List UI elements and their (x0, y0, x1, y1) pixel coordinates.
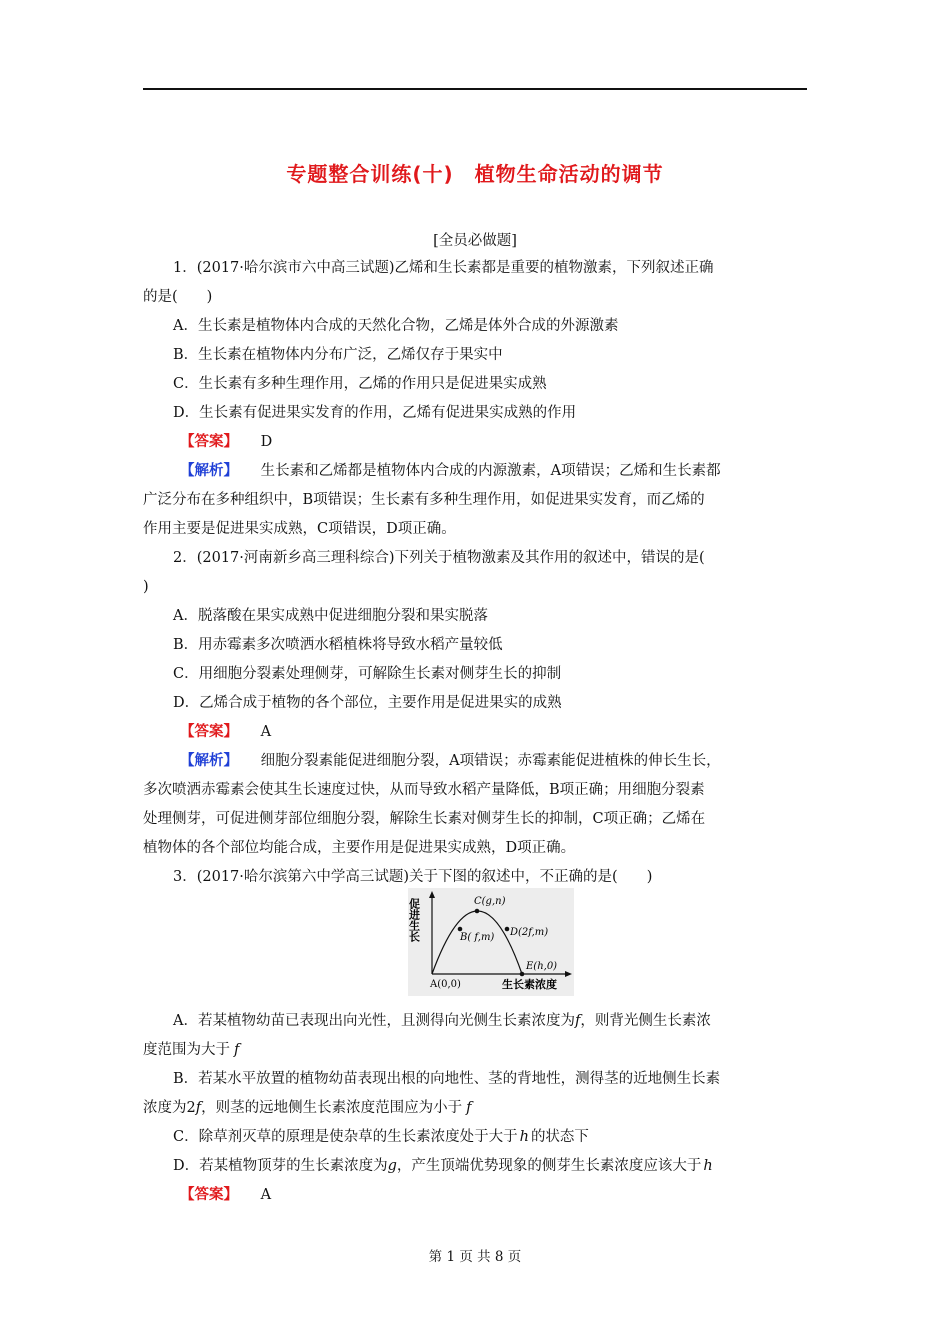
q3-option-d-var-2: h (703, 1158, 713, 1174)
y-axis-arrow (429, 891, 435, 898)
q2-option-c: C．用细胞分裂素处理侧芽，可解除生长素对侧芽生长的抑制 (173, 666, 562, 682)
q1-option-c: C．生长素有多种生理作用，乙烯的作用只是促进果实成熟 (173, 376, 547, 392)
x-axis-label: 生长素浓度 (502, 978, 557, 991)
q3-option-a-text-2: 度范围为大于 (143, 1042, 230, 1058)
q3-option-c-text: C．除草剂灭草的原理是使杂草的生长素浓度处于大于 (173, 1129, 518, 1145)
answer-tag: 【答案】 (180, 724, 238, 740)
auxin-curve-svg (408, 888, 574, 996)
q3-option-a-text-1-end: ，则背光侧生长素浓 (580, 1013, 711, 1029)
q2-stem-line-1: 2．(2017·河南新乡高三理科综合)下列关于植物激素及其作用的叙述中，错误的是( (173, 550, 705, 566)
page-footer: 第 1 页 共 8 页 (428, 1249, 522, 1265)
q1-stem-line-1: 1．(2017·哈尔滨市六中高三试题)乙烯和生长素都是重要的植物激素，下列叙述正确 (173, 260, 714, 276)
q3-option-a-line-2 (143, 1040, 239, 1060)
q1-option-a: A．生长素是植物体内合成的天然化合物，乙烯是体外合成的外源激素 (173, 318, 619, 334)
q2-option-d: D．乙烯合成于植物的各个部位，主要作用是促进果实的成熟 (173, 695, 562, 711)
point-c-label: C(g,n) (474, 896, 506, 907)
q3-answer-value: A (260, 1187, 272, 1203)
q2-option-a: A．脱落酸在果实成熟中促进细胞分裂和果实脱落 (173, 608, 488, 624)
q3-option-b-line-1: B．若某水平放置的植物幼苗表现出根的向地性、茎的背地性，测得茎的近地侧生长素 (173, 1071, 721, 1087)
q3-option-b-text-2: 浓度为2 (143, 1100, 196, 1116)
q3-stem: 3．(2017·哈尔滨第六中学高三试题)关于下图的叙述中，不正确的是( ) (173, 869, 653, 885)
q3-option-a-var-1: f (574, 1013, 581, 1029)
q2-analysis-line-4: 植物体的各个部位均能合成，主要作用是促进果实成熟，D项正确。 (143, 840, 576, 856)
q3-option-d-var-1: g (387, 1158, 397, 1174)
point-b-label: B( f,m) (460, 932, 495, 943)
q1-answer (180, 432, 272, 452)
q2-option-b: B．用赤霉素多次喷洒水稻植株将导致水稻产量较低 (173, 637, 503, 653)
analysis-tag: 【解析】 (180, 463, 238, 479)
q3-option-b-line-2 (143, 1098, 471, 1118)
answer-tag: 【答案】 (180, 434, 238, 450)
q3-option-d (173, 1156, 713, 1176)
q3-option-b-text-2-mid: ，则茎的远地侧生长素浓度范围应为小于 (201, 1100, 463, 1116)
point-d-label: D(2f,m) (510, 927, 549, 938)
q2-answer (180, 722, 271, 742)
q2-analysis-text-1: 细胞分裂素能促进细胞分裂，A项错误；赤霉素能促进植株的伸长生长， (260, 753, 721, 769)
auxin-curve-figure (408, 888, 574, 996)
y-axis-label: 促进生长 (408, 898, 421, 942)
q2-analysis-line-2: 多次喷洒赤霉素会使其生长速度过快，从而导致水稻产量降低，B项正确；用细胞分裂素 (143, 782, 705, 798)
q3-option-b-var-2: f (466, 1100, 472, 1116)
q3-option-c (173, 1127, 589, 1147)
q1-analysis-line-2: 广泛分布在多种组织中，B项错误；生长素有多种生理作用，如促进果实发育，而乙烯的 (143, 492, 705, 508)
point-a-label: A(0,0) (430, 979, 461, 990)
q3-option-a-text-1: A．若某植物幼苗已表现出向光性，且测得向光侧生长素浓度为 (173, 1013, 575, 1029)
q3-option-d-text: D．若某植物顶芽的生长素浓度为 (173, 1158, 388, 1174)
q3-option-c-text-end: 的状态下 (530, 1129, 589, 1145)
q1-option-b: B．生长素在植物体内分布广泛，乙烯仅存于果实中 (173, 347, 503, 363)
q1-answer-value: D (260, 434, 273, 450)
answer-tag: 【答案】 (180, 1187, 238, 1203)
x-axis-arrow (565, 971, 572, 977)
q2-stem-line-2: ) (143, 579, 149, 595)
analysis-tag: 【解析】 (180, 753, 238, 769)
point-c-marker (475, 909, 480, 914)
q3-answer (180, 1185, 271, 1205)
q3-option-a-line-1 (173, 1011, 711, 1031)
q1-analysis-text-1: 生长素和乙烯都是植物体内合成的内源激素，A项错误；乙烯和生长素都 (260, 463, 721, 479)
q1-stem-line-2: 的是( ) (143, 289, 213, 305)
page-title: 专题整合训练(十) 植物生命活动的调节 (286, 162, 664, 186)
q3-option-d-text-mid: ，产生顶端优势现象的侧芽生长素浓度应该大于 (396, 1158, 702, 1174)
q3-option-a-var-2: f (234, 1042, 240, 1058)
q1-option-d: D．生长素有促进果实发育的作用，乙烯有促进果实成熟的作用 (173, 405, 577, 421)
header-rule (143, 88, 807, 90)
point-e-marker (520, 972, 525, 977)
q3-option-c-var: h (519, 1129, 529, 1145)
q3-option-b-var-1: f (195, 1100, 202, 1116)
q1-analysis-line-1 (180, 461, 721, 481)
q1-analysis-line-3: 作用主要是促进果实成熟，C项错误，D项正确。 (143, 521, 456, 537)
q2-analysis-line-1 (180, 751, 721, 771)
point-d-marker (505, 927, 510, 932)
point-b-marker (458, 927, 463, 932)
section-heading: [全员必做题] (433, 233, 517, 249)
point-e-label: E(h,0) (526, 961, 558, 972)
q2-analysis-line-3: 处理侧芽，可促进侧芽部位细胞分裂，解除生长素对侧芽生长的抑制，C项正确；乙烯在 (143, 811, 706, 827)
q2-answer-value: A (260, 724, 272, 740)
